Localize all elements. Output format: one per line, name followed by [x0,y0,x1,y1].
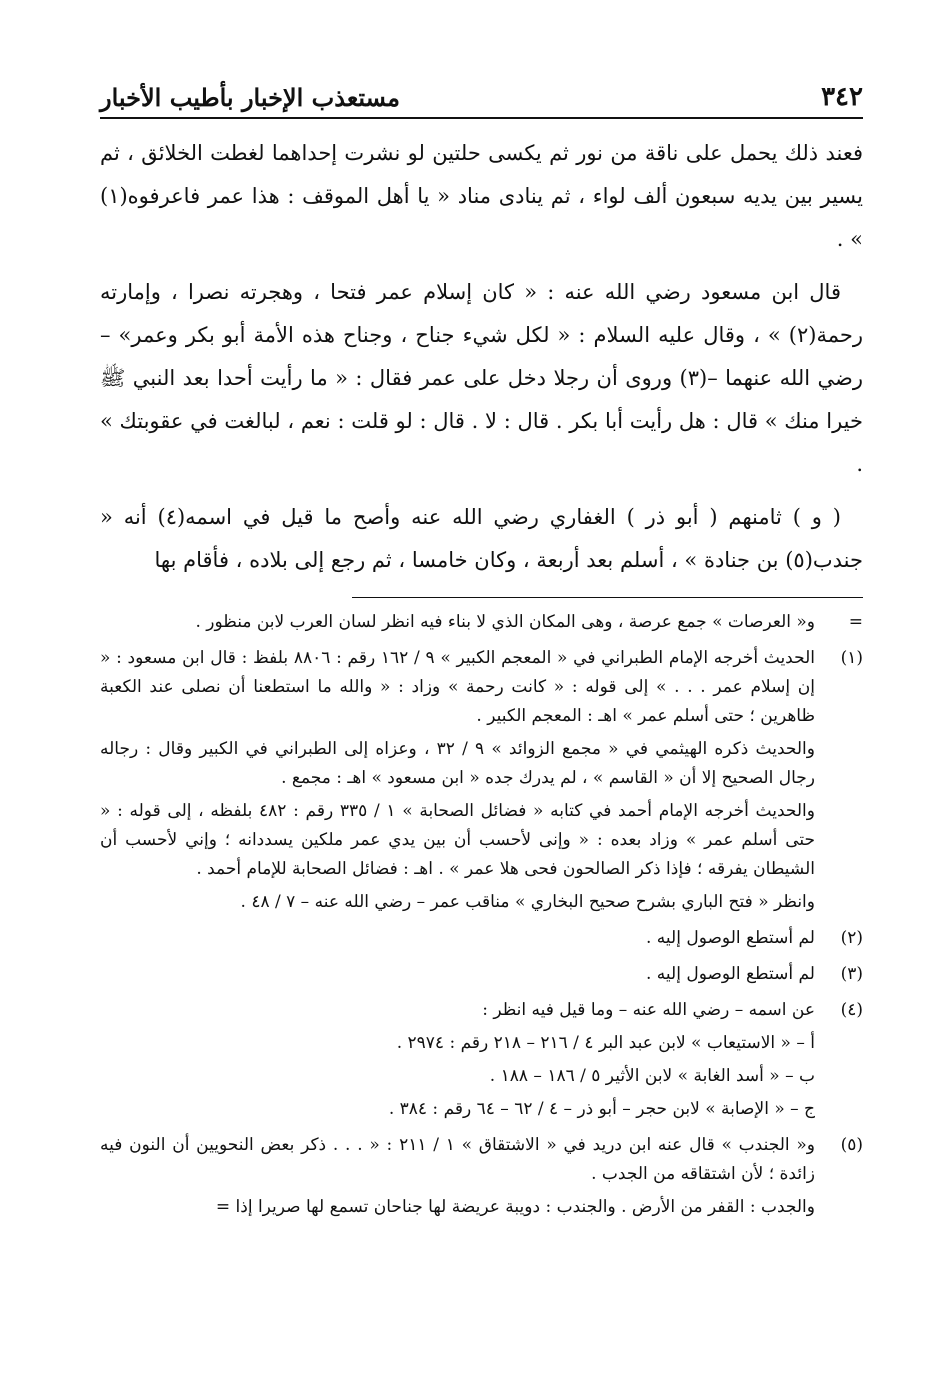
footnote-text: و« العرصات » جمع عرصة ، وهى المكان الذي لا بناء فيه انظر لسان العرب لابن منظور . [195,612,815,632]
footnote-text: عن اسمه – رضي الله عنه – وما قيل فيه انظر : [482,1000,815,1020]
page-header [100,72,863,112]
footnote-marker: (٥) [840,1135,863,1155]
footnote-source: أ – « الاستيعاب » لابن عبد البر ٤ / ٢١٦ – ٢١٨ رقم : ٢٩٧٤ . [396,1033,815,1053]
footnote-marker: (٢) [840,928,863,948]
footnote-text: والجدب : القفر من الأرض . والجندب : دويبة عريضة لها جناحان تسمع لها صريرا إذا = [215,1197,815,1217]
footnote-divider [352,597,863,598]
footnote-marker: (١) [840,648,863,668]
footnote-text: لم أستطع الوصول إليه . [645,928,815,948]
footnote-source: ب – « أسد الغابة » لابن الأثير ٥ / ١٨٦ – ١٨٨ . [489,1066,815,1086]
footnote-1 [100,644,863,921]
footnote-text: والحديث ذكره الهيثمي في « مجمع الزوائد » ٩ / ٣٢ ، وعزاه إلى الطبراني في الكبير وقال : رجاله رجال الصحيح إلا أن « القاسم » ، لم يدرك جده « ابن مسعود » اهـ : مجمع . [100,739,815,788]
footnote-text: وانظر « فتح الباري بشرح صحيح البخاري » مناقب عمر – رضي الله عنه – ٧ / ٤٨ . [240,892,815,912]
footnote-text: لم أستطع الوصول إليه . [645,964,815,984]
footnote-text: الحديث أخرجه الإمام الطبراني في « المعجم الكبير » ٩ / ١٦٢ رقم : ٨٨٠٦ بلفظ : قال ابن مسعود : « إن إسلام عمر . . . » إلى قوله : « كانت رحمة » وزاد : « والله ما استطعنا أن نصلى عند الكعبة ظاهرين ؛ حتى أسلم عمر » اهـ : المعجم الكبير . [100,648,816,726]
header-divider [100,117,863,119]
footnote-text: و« الجندب » قال عنه ابن دريد في « الاشتقاق » ١ / ٢١١ : « . . . ذكر بعض النحويين أن النون فيه زائدة ؛ لأن اشتقاقه من الجدب . [100,1135,815,1184]
running-title: مستعذب الإخبار بأطيب الأخبار [100,83,400,112]
body-paragraph: قال ابن مسعود رضي الله عنه : « كان إسلام عمر فتحا ، وهجرته نصرا ، وإمارته رحمة(٢) » ، وقال عليه السلام : « لكل شيء جناح ، وجناح هذه الأمة أبو بكر وعمر» – رضي الله عنهما –(٣) وروى أن رجلا دخل على عمر فقال : « ما رأيت أحدا بعد النبي ﷺ خيرا منك » قال : هل رأيت أبا بكر . قال : لا . قال : لو قلت : نعم ، لبالغت في عقوبتك » . [100,280,863,476]
footnote-marker: (٤) [840,1000,863,1020]
footnote-source: ج – « الإصابة » لابن حجر – أبو ذر – ٤ / ٦٢ – ٦٤ رقم : ٣٨٤ . [388,1099,815,1119]
footnote-continued [100,608,863,641]
page-number: ٣٤٢ [821,82,863,112]
body-paragraph: فعند ذلك يحمل على ناقة من نور ثم يكسى حلتين لو نشرت إحداهما لغطت الخلائق ، ثم يسير بين يديه سبعون ألف لواء ، ثم ينادى مناد « يا أهل الموقف : هذا عمر فاعرفوه(١) » . [100,141,863,251]
footnotes [100,608,863,1229]
footnote-3 [100,960,863,993]
footnote-5 [100,1131,863,1226]
footnote-marker: = [848,612,863,632]
footnote-marker: (٣) [840,964,863,984]
footnote-2 [100,924,863,957]
main-text [100,132,863,592]
body-paragraph: ( و ) ثامنهم ( أبو ذر ) الغفاري رضي الله عنه وأصح ما قيل في اسمه(٤) أنه « جندب(٥) بن جنادة » ، أسلم بعد أربعة ، وكان خامسا ، ثم رجع إلى بلاده ، فأقام بها [100,505,863,572]
footnote-4 [100,996,863,1128]
footnote-text: والحديث أخرجه الإمام أحمد في كتابه « فضائل الصحابة » ١ / ٣٣٥ رقم : ٤٨٢ بلفظه ، إلى قوله : « حتى أسلم عمر » وزاد بعده : « وإنى لأحسب أن بين يدي عمر ملكين يسددانه ؛ وإني لأحسب أن الشيطان يفرقه ؛ فإذا ذكر الصالحون فحى هلا عمر » . اهـ : فضائل الصحابة للإمام أحمد . [100,801,815,879]
